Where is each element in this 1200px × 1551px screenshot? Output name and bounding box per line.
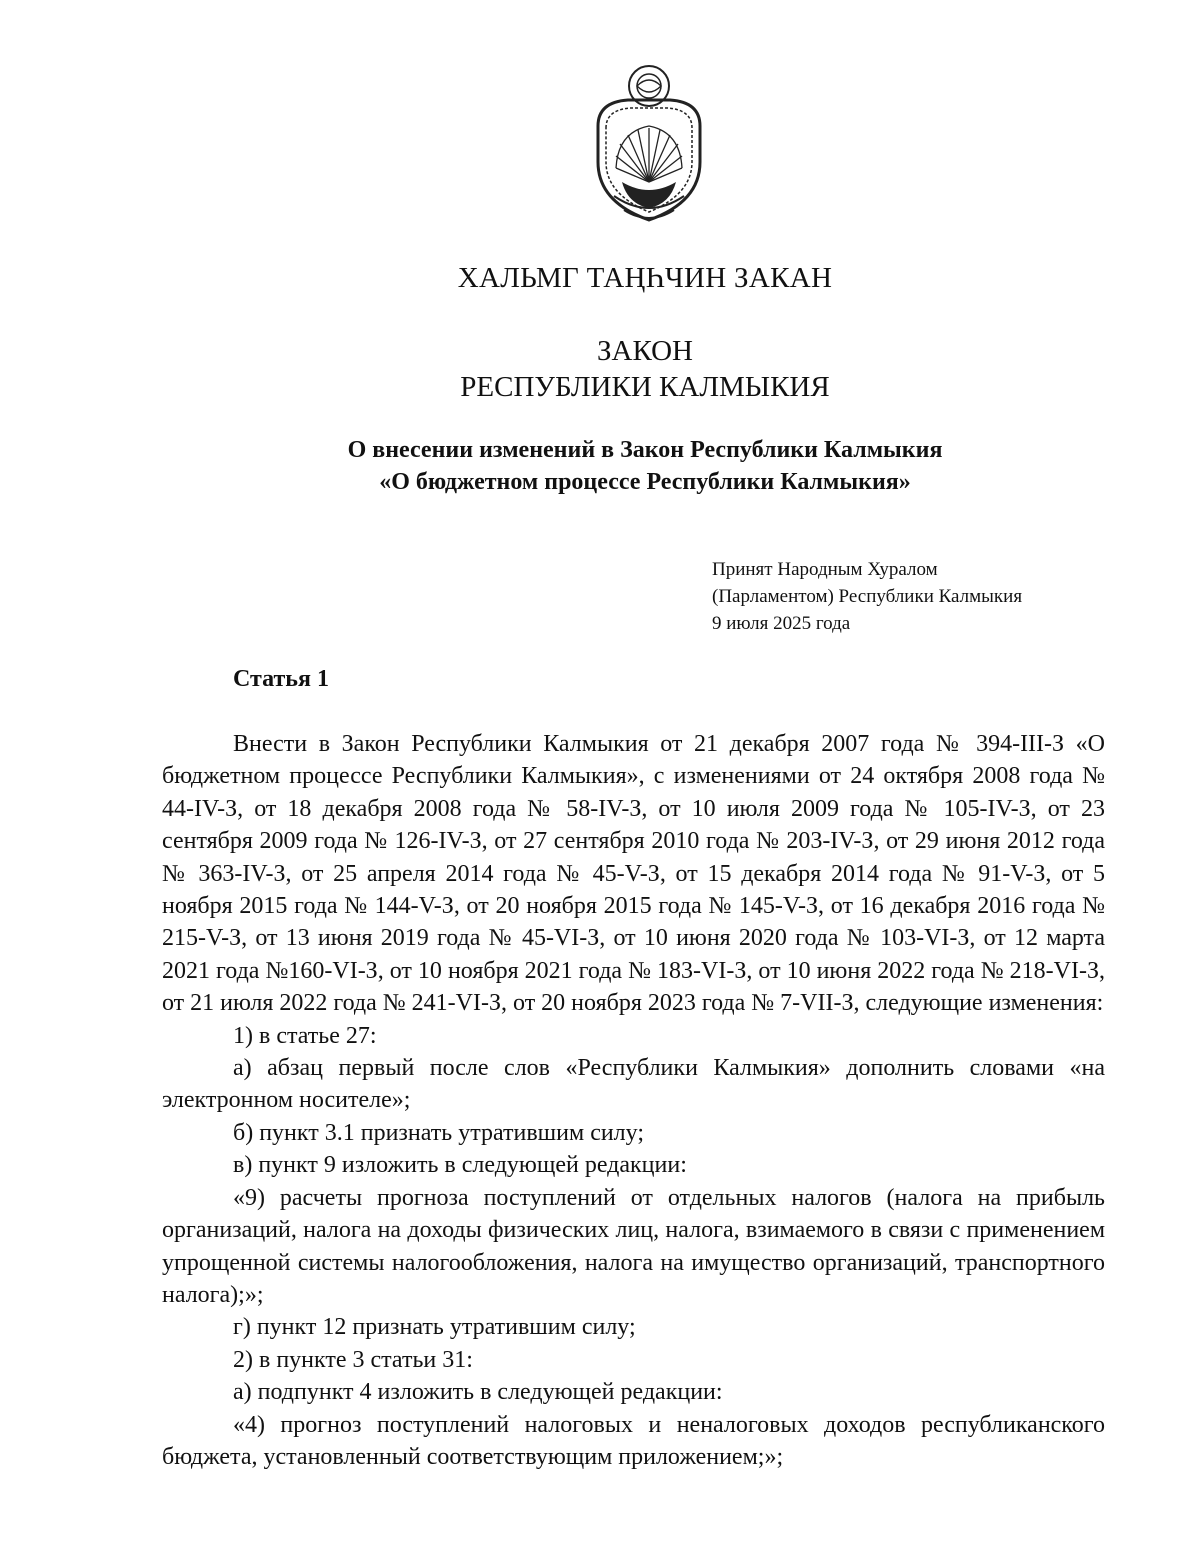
- law-word: ЗАКОН: [597, 335, 693, 367]
- article-heading: Статья 1: [233, 666, 329, 692]
- paragraph: а) подпункт 4 изложить в следующей редакции:: [233, 1379, 723, 1406]
- adoption-line-1: Принят Народным Хуралом: [712, 559, 938, 580]
- paragraph: Внести в Закон Республики Калмыкия от 21 декабря 2007 года № 394-III-З «О бюджетном процессе Республики Калмыкия», с изменениями от 24 октября 2008 года № 44-IV-З, от 18 декабря 2008 года № 58-IV-З, от 10 июля 2009 года № 105-IV-З, от 23 сентября 2009 года № 126-IV-З, от 27 сентября 2010 года № 203-IV-З, от 29 июня 2012 года № 363-IV-З, от 25 апреля 2014 года № 45-V-З, от 15 декабря 2014 года № 91-V-З, от 5 ноября 2015 года № 144-V-З, от 20 ноября 2015 года № 145-V-З, от 16 декабря 2016 года № 215-V-З, от 13 июня 2019 года № 45-VI-З, от 10 июня 2020 года № 103-VI-З, от 12 марта 2021 года №160-VI-З, от 10 ноября 2021 года № 183-VI-З, от 10 июня 2022 года № 218-VI-З, от 21 июля 2022 года № 241-VI-З, от 20 ноября 2023 года № 7-VII-З, следующие изменения:: [162, 731, 1105, 1017]
- article-body: [162, 728, 1105, 1473]
- paragraph: в) пункт 9 изложить в следующей редакции:: [233, 1152, 687, 1179]
- paragraph: 1) в статье 27:: [233, 1022, 377, 1049]
- adoption-note: [712, 556, 1022, 637]
- paragraph: б) пункт 3.1 признать утратившим силу;: [233, 1119, 645, 1146]
- subject-line-1: О внесении изменений в Закон Республики Калмыкия: [347, 437, 943, 463]
- kalmyk-title: ХАЛЬМГ ТАҢҺЧИН ЗАКАН: [457, 262, 833, 294]
- paragraph: «4) прогноз поступлений налоговых и неналоговых доходов республиканского бюджета, установленный соответствующим приложением;»;: [162, 1411, 1105, 1470]
- adoption-line-2: (Парламентом) Республики Калмыкия: [712, 586, 1023, 607]
- subject-line-2: «О бюджетном процессе Республики Калмыкия»: [379, 469, 911, 495]
- republic-name: РЕСПУБЛИКИ КАЛМЫКИЯ: [460, 371, 830, 403]
- adoption-date: 9 июля 2025 года: [712, 613, 851, 634]
- paragraph: 2) в пункте 3 статьи 31:: [233, 1346, 473, 1373]
- law-subject: [0, 434, 1200, 498]
- law-title: [0, 333, 1200, 405]
- coat-of-arms-icon: [578, 62, 720, 230]
- paragraph: а) абзац первый после слов «Республики Калмыкия» дополнить словами «на электронном носителе»;: [162, 1055, 1105, 1114]
- paragraph: «9) расчеты прогноза поступлений от отдельных налогов (налога на прибыль организаций, налога на доходы физических лиц, налога, взимаемого в связи с применением упрощенной системы налогообложения, налога на имущество организаций, транспортного налога);»;: [162, 1184, 1105, 1308]
- paragraph: г) пункт 12 признать утратившим силу;: [233, 1314, 636, 1341]
